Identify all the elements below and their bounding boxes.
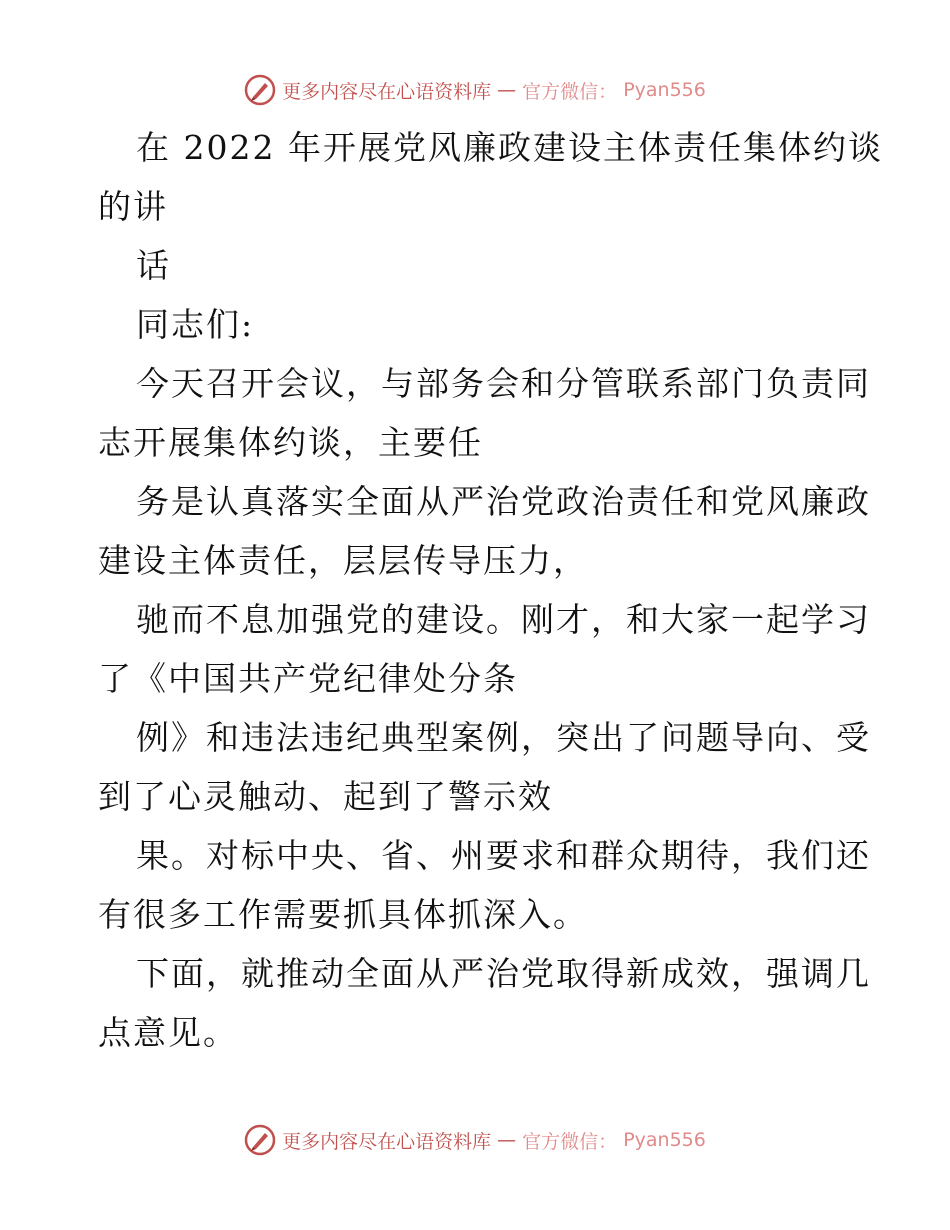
- watermark-contact-id: Pyan556: [623, 1129, 706, 1151]
- footer-watermark: [0, 1120, 950, 1160]
- body-line: 到了心灵触动、起到了警示效: [98, 777, 553, 816]
- document-body: [98, 118, 883, 1062]
- body-line: 了《中国共产党纪律处分条: [98, 659, 518, 698]
- pen-quill-icon: [244, 1124, 276, 1156]
- body-line: 果。对标中央、省、州要求和群众期待，我们还: [136, 836, 871, 875]
- body-line: 有很多工作需要抓具体抓深入。: [98, 895, 588, 934]
- watermark-contact-label: 官方微信：: [522, 80, 618, 103]
- watermark-brand: 更多内容尽在心语资料库: [282, 80, 492, 103]
- watermark-separator: —: [497, 1129, 517, 1151]
- salutation: 同志们:: [136, 305, 255, 344]
- header-watermark: [0, 70, 950, 110]
- watermark-contact-id: Pyan556: [623, 79, 706, 101]
- pen-quill-icon: [244, 74, 276, 106]
- body-line: 下面，就推动全面从严治党取得新成效，强调几: [136, 954, 871, 993]
- body-line: 驰而不息加强党的建设。刚才，和大家一起学习: [136, 600, 871, 639]
- body-line: 点意见。: [98, 1013, 238, 1052]
- body-line: 今天召开会议，与部务会和分管联系部门负责同: [136, 364, 871, 403]
- watermark-brand: 更多内容尽在心语资料库: [282, 1130, 492, 1153]
- title-line-2: 的讲: [98, 187, 168, 226]
- title-line-1: 在 2022 年开展党风廉政建设主体责任集体约谈: [136, 128, 883, 167]
- watermark-separator: —: [497, 79, 517, 101]
- body-line: 建设主体责任，层层传导压力，: [98, 541, 588, 580]
- title-line-3: 话: [136, 246, 171, 285]
- body-line: 志开展集体约谈，主要任: [98, 423, 483, 462]
- body-line: 务是认真落实全面从严治党政治责任和党风廉政: [136, 482, 871, 521]
- watermark-contact-label: 官方微信：: [522, 1130, 618, 1153]
- body-line: 例》和违法违纪典型案例，突出了问题导向、受: [136, 718, 871, 757]
